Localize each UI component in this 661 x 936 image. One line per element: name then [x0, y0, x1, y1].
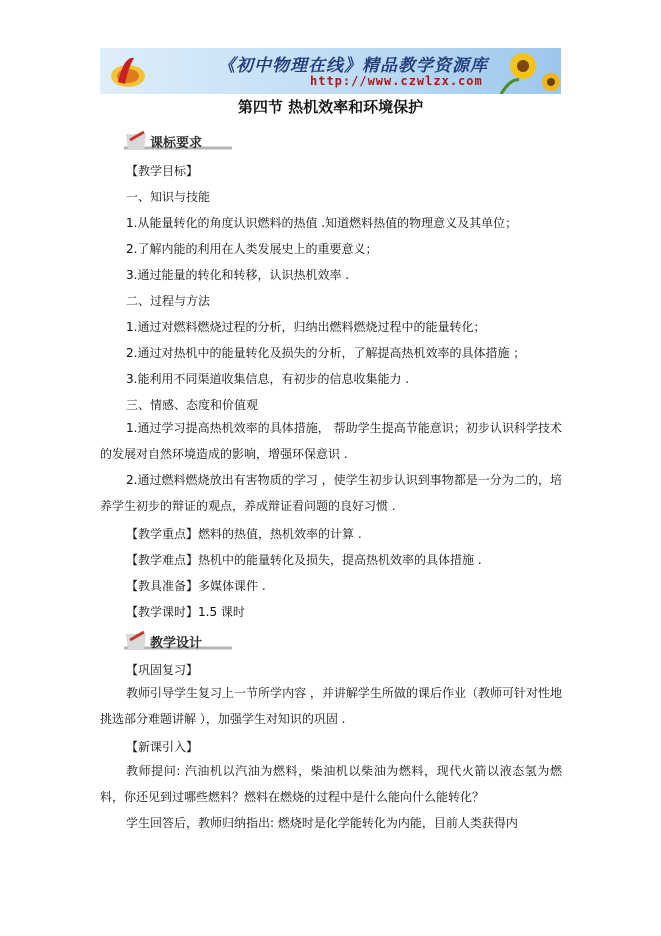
process-item-3: 3.能利用不同渠道收集信息，有初步的信息收集能力 .: [126, 372, 410, 386]
process-heading: 二、过程与方法: [126, 294, 211, 308]
intro-text: 教师提问: 汽油机以汽油为燃料，柴油机以柴油为燃料，现代火箭以液态氢为燃料，你还见到过哪些燃料？燃料在燃烧的过程中是什么能向什么能转化？: [100, 764, 562, 804]
site-logo-icon: [108, 52, 148, 90]
process-item-1: 1.通过对燃料燃烧过程的分析，归纳出燃料燃烧过程中的能量转化；: [126, 320, 486, 334]
emotion-item-1: 1.通过学习提高热机效率的具体措施， 帮助学生提高节能意识；初步认识科学技术的发展对自然环境造成的影响，增强环保意识 .: [100, 421, 562, 461]
answer-text: 学生回答后，教师归纳指出: 燃烧时是化学能转化为内能，目前人类获得内: [126, 816, 518, 830]
difficulty: 【教学难点】热机中的能量转化及损失，提高热机效率的具体措施 .: [126, 553, 482, 567]
knowledge-item-1: 1.从能量转化的角度认识燃料的热值 .知道燃料热值的物理意义及其单位；: [126, 216, 518, 230]
knowledge-heading: 一、知识与技能: [126, 190, 211, 204]
section-tag-requirements: [120, 128, 236, 154]
intro-heading: 【新课引入】: [126, 740, 199, 754]
review-heading: 【巩固复习】: [126, 663, 199, 677]
page-title: 第四节 热机效率和环境保护: [237, 98, 424, 116]
knowledge-item-2: 2.了解内能的利用在人类发展史上的重要意义；: [126, 242, 378, 256]
section-tag-design: [120, 628, 236, 654]
emotion-item-2: 2.通过燃料燃烧放出有害物质的学习 ，使学生初步认识到事物都是一分为二的，培养学生初步的辩证的观点，养成辩证看问题的良好习惯 .: [100, 473, 562, 513]
section-tag-label: 教学设计: [150, 636, 203, 651]
knowledge-item-3: 3.通过能量的转化和转移，认识热机效率 .: [126, 268, 350, 282]
emotion-heading: 三、情感、态度和价值观: [126, 398, 259, 412]
class-hours: 【教学课时】1.5 课时: [126, 605, 245, 619]
banner-title: 《初中物理在线》精品教学资源库: [218, 56, 488, 76]
goals-heading: 【教学目标】: [126, 164, 199, 178]
materials: 【教具准备】多媒体课件 .: [126, 579, 266, 593]
review-text: 教师引导学生复习上一节所学内容 ，并讲解学生所做的课后作业（教师可针对性地挑选部分难题讲解 ），加强学生对知识的巩固 .: [100, 686, 562, 726]
sunflower-decoration-icon: [481, 48, 561, 94]
section-tag-label: 课标要求: [150, 136, 203, 151]
header-banner: [100, 48, 561, 94]
banner-url[interactable]: http://www.czwlzx.com: [310, 74, 483, 88]
process-item-2: 2.通过对热机中的能量转化及损失的分析，了解提高热机效率的具体措施 ；: [126, 346, 526, 360]
key-point: 【教学重点】燃料的热值，热机效率的计算 .: [126, 527, 362, 541]
